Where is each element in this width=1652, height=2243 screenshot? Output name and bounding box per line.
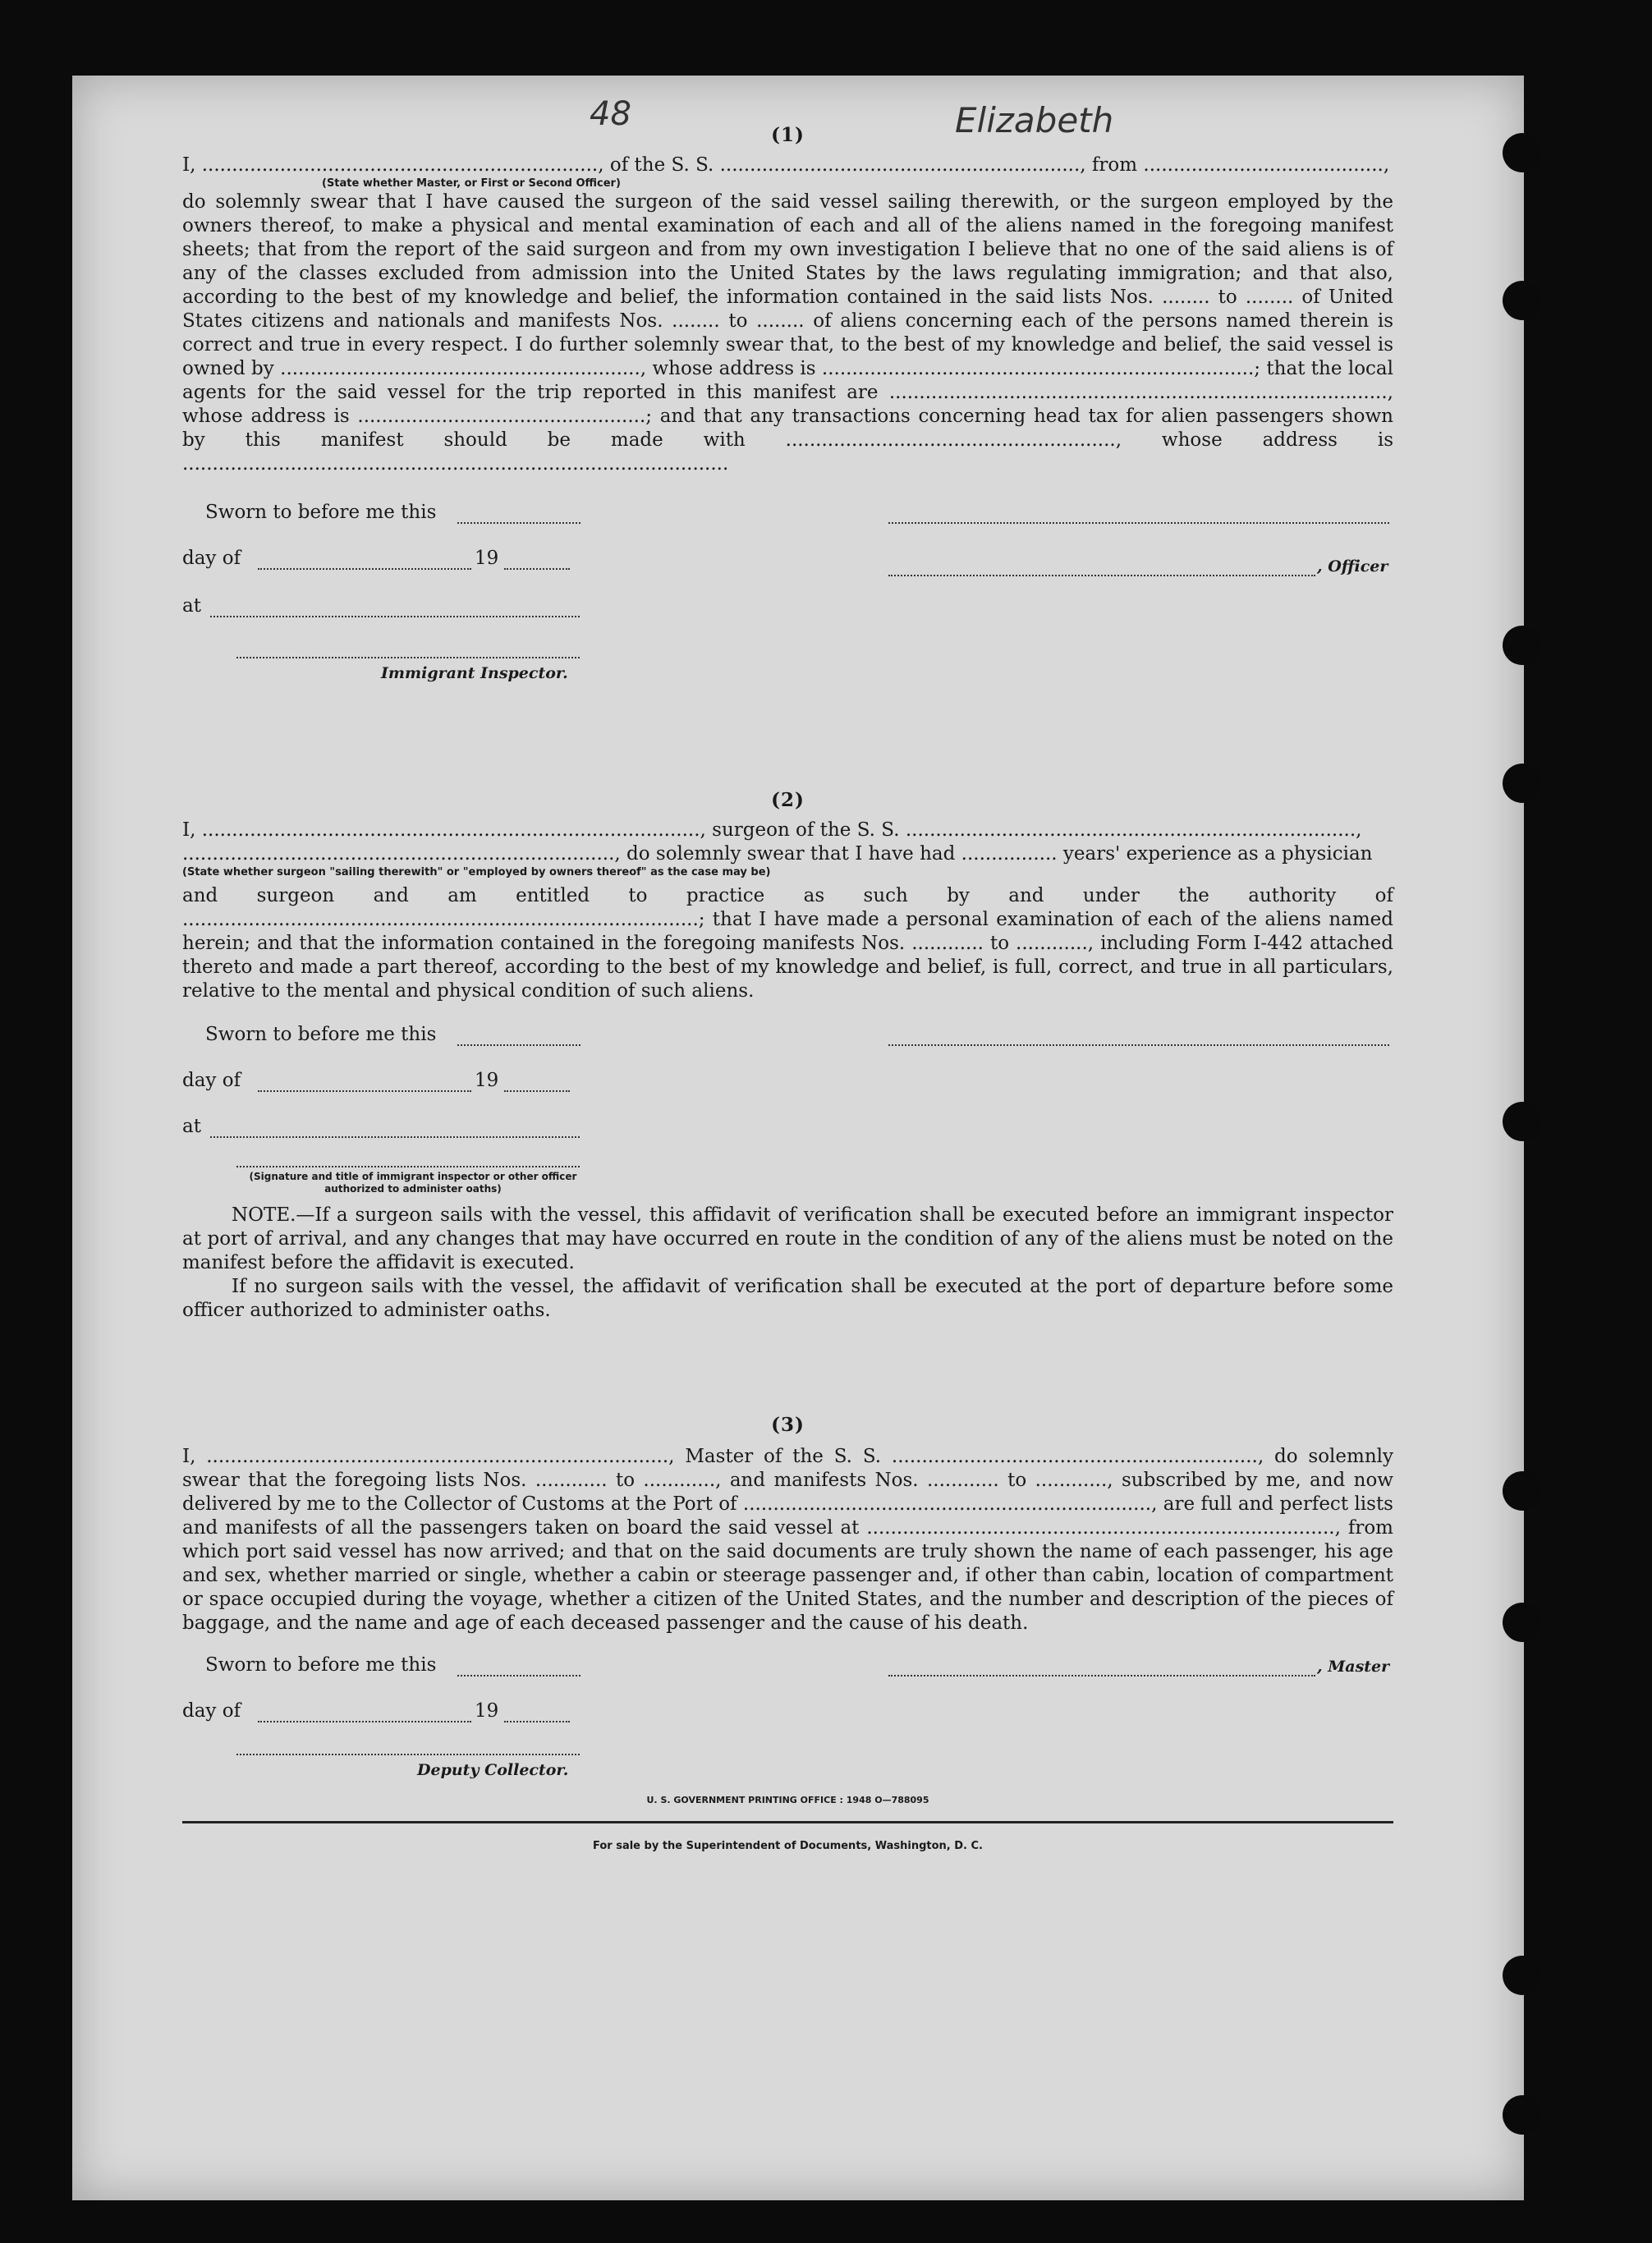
section-1-sworn-block (182, 501, 1393, 714)
punch-hole (1503, 626, 1542, 665)
section-3-sworn-block (182, 1654, 1393, 1785)
at-line (210, 612, 580, 617)
collector-signature-line (236, 1750, 580, 1755)
officer-signature-line (888, 519, 1389, 524)
day-of-line (258, 1087, 471, 1092)
gpo-imprint: U. S. GOVERNMENT PRINTING OFFICE : 1948 O—788095 (646, 1795, 929, 1805)
punch-hole (1503, 133, 1542, 172)
section-3-number: (3) (771, 1414, 805, 1436)
inspector-label: Immigrant Inspector. (381, 664, 568, 682)
punch-hole (1503, 281, 1542, 320)
year-label: 19 (475, 1700, 499, 1722)
day-of-line (258, 565, 471, 570)
punch-hole (1503, 764, 1542, 803)
punch-hole (1503, 2095, 1542, 2135)
master-signature-line (888, 1672, 1315, 1677)
year-label: 19 (475, 1070, 499, 1091)
sworn-date-line (457, 1041, 580, 1046)
day-of-label: day of (182, 1700, 241, 1722)
sworn-date-line (457, 519, 580, 524)
section-2-line1: I, ..................................................................................., surgeon of the S. S. ..........................................................................., (182, 819, 1362, 841)
section-3-body: I, ............................................................................., Master of the S. S. ............................................................., do solemnly swear that the foregoing lists Nos. ............ to ............, and manifests Nos. ............ to ............, subscribed by me, and now delivered by me to the Collector of Customs at the Port of ...................................................................., are full and perfect lists and manifests of all the passengers taken on board the said vessel at .............................................................................., from which port said vessel has now arrived; and that on the said documents are truly shown the name of each passenger, his age and sex, whether married or single, whether a cabin or steerage passenger and, if other than cabin, location of compartment or space occupied during the voyage, whether a citizen of the United States, and the number and description of the pieces of baggage, and the name and age of each deceased passenger and the cause of his death. (182, 1446, 1393, 1634)
handwritten-signature: Elizabeth (955, 100, 1114, 140)
officer-line (888, 571, 1315, 576)
punch-hole (1503, 1471, 1542, 1511)
at-line (210, 1133, 580, 1138)
at-label: at (182, 1116, 201, 1137)
signature-caption: (Signature and title of immigrant inspector or other officer authorized to administer oaths) (249, 1171, 577, 1195)
sworn-label: Sworn to before me this (205, 502, 437, 523)
sworn-date-line (457, 1672, 580, 1677)
year-line (504, 1087, 570, 1092)
form-content (182, 123, 1393, 1875)
year-line (504, 565, 570, 570)
section-1-number: (1) (771, 124, 805, 146)
day-of-line (258, 1718, 471, 1722)
footer (182, 1785, 1393, 1875)
at-label: at (182, 595, 201, 617)
note-1: NOTE.—If a surgeon sails with the vessel, this affidavit of verification shall be executed before an immigrant inspector at port of arrival, and any changes that may have occurred en route in the condition of any of the aliens must be noted on the manifest before the affidavit is executed. (182, 1204, 1393, 1273)
punch-hole (1503, 1603, 1542, 1642)
section-2-sworn-block (182, 1023, 1393, 1204)
punch-hole (1503, 1102, 1542, 1141)
sale-notice: For sale by the Superintendent of Documents, Washington, D. C. (592, 1840, 983, 1852)
section-1-line1: I, .................................................................., of the S. S. ............................................................, from ........................................, (182, 154, 1390, 176)
officer-label: , Officer (1317, 557, 1388, 576)
year-line (504, 1718, 570, 1722)
section-1-caption: (State whether Master, or First or Second Officer) (322, 177, 621, 190)
section-2-body: and surgeon and am entitled to practice as such by and under the authority of ......................................................................................; that I have made a personal examination of each of the aliens named herein; and that the information contained in the foregoing manifests Nos. ............ to ............, including Form I-442 attached thereto and made a part thereof, according to the best of my knowledge and belief, is full, correct, and true in all particulars, relative to the mental and physical condition of such aliens. (182, 885, 1393, 1002)
inspector-signature-line (236, 654, 580, 658)
footer-rule (182, 1821, 1393, 1823)
handwritten-number: 48 (590, 95, 631, 133)
inspector-signature-line (236, 1163, 580, 1167)
section-3 (182, 1413, 1393, 1785)
section-2-caption: (State whether surgeon "sailing therewith" or "employed by owners thereof" as the case may be) (182, 866, 771, 878)
section-2-number: (2) (771, 789, 805, 811)
section-1 (182, 123, 1393, 714)
year-label: 19 (475, 548, 499, 569)
day-of-label: day of (182, 1070, 241, 1091)
note-2: If no surgeon sails with the vessel, the affidavit of verification shall be executed at the port of departure before some officer authorized to administer oaths. (182, 1276, 1393, 1321)
day-of-label: day of (182, 548, 241, 569)
sworn-label: Sworn to before me this (205, 1654, 437, 1676)
collector-label: Deputy Collector. (417, 1761, 569, 1779)
surgeon-signature-line (888, 1041, 1389, 1046)
section-2-line2: ........................................................................, do solemnly swear that I have had ................ years' experience as a physician (182, 843, 1373, 865)
sworn-label: Sworn to before me this (205, 1024, 437, 1045)
section-1-body: do solemnly swear that I have caused the surgeon of the said vessel sailing therewith, or the surgeon employed by the owners thereof, to make a physical and mental examination of each and all of the aliens named in the foregoing manifest sheets; that from the report of the said surgeon and from my own investigation I believe that no one of the said aliens is of any of the classes excluded from admission into the United States by the laws regulating immigration; and that also, according to the best of my knowledge and belief, the information contained in the said lists Nos. ........ to ........ of United States citizens and nationals and manifests Nos. ........ to ........ of aliens concerning each of the persons named therein is correct and true in every respect. I do further solemnly swear that, to the best of my knowledge and belief, the said vessel is owned by ............................................................, whose address is ........................................................................; that the local agents for the said vessel for the trip reported in this manifest are ..................................................................................., whose address is ................................................; and that any transactions concerning head tax for alien passengers shown by this manifest should be made with ......................................................., whose address is ........................................................................................... (182, 191, 1393, 475)
punch-hole (1503, 1956, 1542, 1995)
master-label: , Master (1317, 1658, 1390, 1676)
section-2 (182, 788, 1393, 1323)
